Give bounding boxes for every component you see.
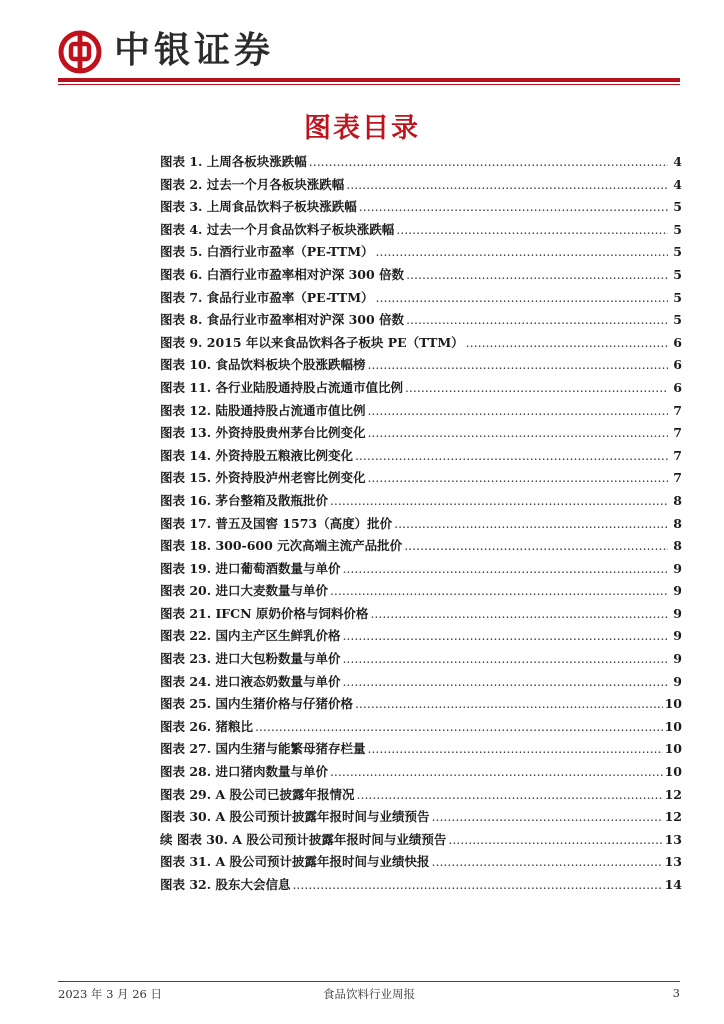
toc-entry-leader	[330, 493, 668, 508]
toc-entry[interactable]	[160, 288, 682, 311]
toc-entry-label: 图表 32. 股东大会信息	[160, 877, 291, 892]
toc-entry[interactable]	[160, 581, 682, 604]
toc-entry-page: 5	[673, 266, 682, 282]
toc-entry-leader	[466, 335, 668, 350]
toc-entry-leader	[346, 177, 668, 192]
toc-entry[interactable]	[160, 514, 682, 537]
toc-entry-label: 图表 16. 茅台整箱及散瓶批价	[160, 492, 328, 508]
toc-entry-leader	[406, 312, 668, 327]
toc-entry-leader	[367, 741, 662, 756]
toc-entry-label: 图表 13. 外资持股贵州茅台比例变化	[160, 425, 366, 441]
toc-entry-leader	[355, 448, 668, 463]
toc-entry[interactable]	[160, 242, 682, 265]
toc-entry-page: 7	[673, 447, 682, 463]
toc-entry-page: 6	[673, 334, 682, 350]
toc-entry-page: 6	[673, 357, 682, 373]
toc-entry[interactable]	[160, 694, 682, 717]
toc-entry-page: 9	[673, 605, 682, 621]
toc-entry[interactable]	[160, 626, 682, 649]
toc-entry-leader	[359, 199, 668, 214]
toc-entry-page: 9	[673, 560, 682, 576]
toc-entry-leader	[355, 696, 663, 711]
toc-entry[interactable]	[160, 333, 682, 356]
toc-entry[interactable]	[160, 265, 682, 288]
toc-entry-page: 7	[673, 470, 682, 486]
toc-entry-leader	[330, 764, 663, 779]
toc-entry-leader	[448, 832, 662, 847]
toc-entry-leader	[404, 538, 668, 553]
toc-entry-label: 图表 7. 食品行业市盈率（PE-TTM）	[160, 289, 374, 305]
bank-of-china-logo-icon	[58, 30, 102, 74]
toc-entry[interactable]	[160, 830, 682, 853]
toc-entry-leader	[376, 290, 668, 305]
toc-entry-label: 图表 15. 外资持股泸州老窖比例变化	[160, 470, 366, 486]
toc-entry[interactable]	[160, 491, 682, 514]
toc-entry-label: 图表 28. 进口猪肉数量与单价	[160, 764, 328, 780]
toc-entry-label: 续 图表 30. A 股公司预计披露年报时间与业绩预告	[160, 831, 447, 847]
toc-entry-label: 图表 19. 进口葡萄酒数量与单价	[160, 560, 341, 576]
footer-report-name: 食品饮料行业周报	[323, 987, 415, 1001]
toc-entry[interactable]	[160, 446, 682, 469]
toc-entry-page: 8	[673, 515, 682, 531]
toc-entry-label: 图表 14. 外资持股五粮液比例变化	[160, 447, 353, 463]
toc-entry-leader	[405, 380, 668, 395]
toc-entry-leader	[330, 583, 668, 598]
toc-entry-label: 图表 5. 白酒行业市盈率（PE-TTM）	[160, 244, 374, 260]
toc-entry[interactable]	[160, 807, 682, 830]
toc-entry-leader	[342, 674, 668, 689]
header-divider	[58, 78, 680, 82]
toc-entry-label: 图表 18. 300-600 元次高端主流产品批价	[160, 538, 403, 554]
toc-entry-label: 图表 8. 食品行业市盈率相对沪深 300 倍数	[160, 312, 405, 328]
toc-entry-label: 图表 6. 白酒行业市盈率相对沪深 300 倍数	[160, 266, 405, 282]
toc-entry-label: 图表 22. 国内主产区生鲜乳价格	[160, 628, 341, 644]
toc-entry-leader	[394, 516, 668, 531]
toc-entry-label: 图表 31. A 股公司预计披露年报时间与业绩快报	[160, 854, 430, 870]
toc-entry-page: 10	[664, 696, 682, 712]
toc-entry[interactable]	[160, 536, 682, 559]
toc-entry-leader	[255, 719, 663, 734]
footer-page-number: 3	[672, 986, 680, 1000]
toc-entry-leader	[309, 154, 668, 169]
toc-title: 图表目录	[304, 113, 420, 144]
toc-entry-page: 7	[673, 402, 682, 418]
toc-entry-label: 图表 12. 陆股通持股占流通市值比例	[160, 402, 366, 418]
toc-entry-leader	[370, 606, 668, 621]
toc-entry[interactable]	[160, 423, 682, 446]
toc-entry-page: 9	[673, 651, 682, 667]
toc-entry-page: 4	[673, 154, 682, 169]
toc-entry-label: 图表 25. 国内生猪价格与仔猪价格	[160, 696, 353, 712]
toc-entry-leader	[406, 267, 668, 282]
toc-entry[interactable]	[160, 717, 682, 740]
toc-entry-page: 5	[673, 221, 682, 237]
toc-entry-label: 图表 10. 食品饮料板块个股涨跌幅榜	[160, 357, 366, 373]
toc-entry[interactable]	[160, 220, 682, 243]
toc-entry-page: 5	[673, 244, 682, 260]
toc-entry-page: 13	[664, 854, 682, 870]
toc-entry-page: 6	[673, 379, 682, 395]
report-header	[58, 26, 680, 86]
toc-entry-label: 图表 3. 上周食品饮料子板块涨跌幅	[160, 199, 357, 215]
toc-entry-leader	[376, 244, 668, 259]
toc-entry[interactable]	[160, 355, 682, 378]
toc-entry-label: 图表 21. IFCN 原奶价格与饲料价格	[160, 605, 369, 621]
toc-entry[interactable]	[160, 875, 682, 898]
toc-entry[interactable]	[160, 310, 682, 333]
toc-entry-page: 10	[664, 718, 682, 734]
toc-entry-label: 图表 30. A 股公司预计披露年报时间与业绩预告	[160, 809, 430, 825]
toc-entry[interactable]	[160, 197, 682, 220]
toc-entry-page: 12	[664, 809, 682, 825]
toc-entry[interactable]	[160, 739, 682, 762]
toc-entry-page: 8	[673, 538, 682, 554]
toc-entry[interactable]	[160, 649, 682, 672]
toc-entry-page: 8	[673, 492, 682, 508]
page-footer	[58, 986, 680, 1004]
toc-entry[interactable]	[160, 762, 682, 785]
toc-entry-label: 图表 4. 过去一个月食品饮料子板块涨跌幅	[160, 221, 395, 237]
toc-entry-label: 图表 24. 进口液态奶数量与单价	[160, 673, 341, 689]
toc-entry-leader	[432, 854, 663, 869]
toc-entry[interactable]	[160, 175, 682, 198]
toc-entry-page: 7	[673, 425, 682, 441]
footer-date: 2023 年 3 月 26 日	[58, 987, 162, 1001]
toc-entry-label: 图表 17. 普五及国窖 1573（高度）批价	[160, 515, 393, 531]
toc-entry-label: 图表 9. 2015 年以来食品饮料各子板块 PE（TTM）	[160, 334, 464, 350]
toc-entry-leader	[432, 809, 663, 824]
toc-entry-leader	[396, 222, 668, 237]
toc-entry-label: 图表 1. 上周各板块涨跌幅	[160, 154, 307, 169]
toc-list	[160, 152, 682, 898]
toc-entry-page: 10	[664, 741, 682, 757]
toc-entry-leader	[367, 470, 668, 485]
toc-entry-page: 9	[673, 628, 682, 644]
toc-entry-leader	[357, 787, 663, 802]
toc-entry[interactable]	[160, 559, 682, 582]
toc-entry-label: 图表 29. A 股公司已披露年报情况	[160, 786, 355, 802]
toc-entry-label: 图表 23. 进口大包粉数量与单价	[160, 651, 341, 667]
toc-entry-page: 5	[673, 289, 682, 305]
toc-entry[interactable]	[160, 672, 682, 695]
toc-entry-page: 5	[673, 199, 682, 215]
footer-divider	[58, 981, 680, 982]
toc-entry-label: 图表 27. 国内生猪与能繁母猪存栏量	[160, 741, 366, 757]
toc-entry-leader	[367, 425, 668, 440]
toc-entry-label: 图表 11. 各行业陆股通持股占流通市值比例	[160, 379, 403, 395]
toc-entry-label: 图表 26. 猪粮比	[160, 718, 253, 734]
toc-entry[interactable]	[160, 152, 682, 175]
toc-entry[interactable]	[160, 401, 682, 424]
toc-entry-leader	[367, 357, 668, 372]
toc-entry-page: 9	[673, 673, 682, 689]
toc-entry[interactable]	[160, 468, 682, 491]
toc-entry-page: 4	[673, 176, 682, 192]
toc-entry-page: 14	[664, 877, 682, 892]
toc-entry-page: 12	[664, 786, 682, 802]
toc-entry[interactable]	[160, 604, 682, 627]
toc-entry[interactable]	[160, 785, 682, 808]
toc-entry-label: 图表 2. 过去一个月各板块涨跌幅	[160, 176, 345, 192]
toc-entry-leader	[342, 628, 668, 643]
toc-entry-page: 10	[664, 764, 682, 780]
toc-entry-page: 9	[673, 583, 682, 599]
toc-entry-page: 13	[664, 831, 682, 847]
toc-entry-leader	[292, 877, 662, 892]
toc-entry-leader	[342, 651, 668, 666]
brand-name: 中银证券	[114, 30, 275, 71]
toc-entry-label: 图表 20. 进口大麦数量与单价	[160, 583, 328, 599]
toc-entry[interactable]	[160, 378, 682, 401]
toc-entry-page: 5	[673, 312, 682, 328]
toc-entry-leader	[342, 561, 668, 576]
header-divider-thin	[58, 84, 680, 85]
toc-entry-leader	[367, 403, 668, 418]
toc-entry[interactable]	[160, 852, 682, 875]
